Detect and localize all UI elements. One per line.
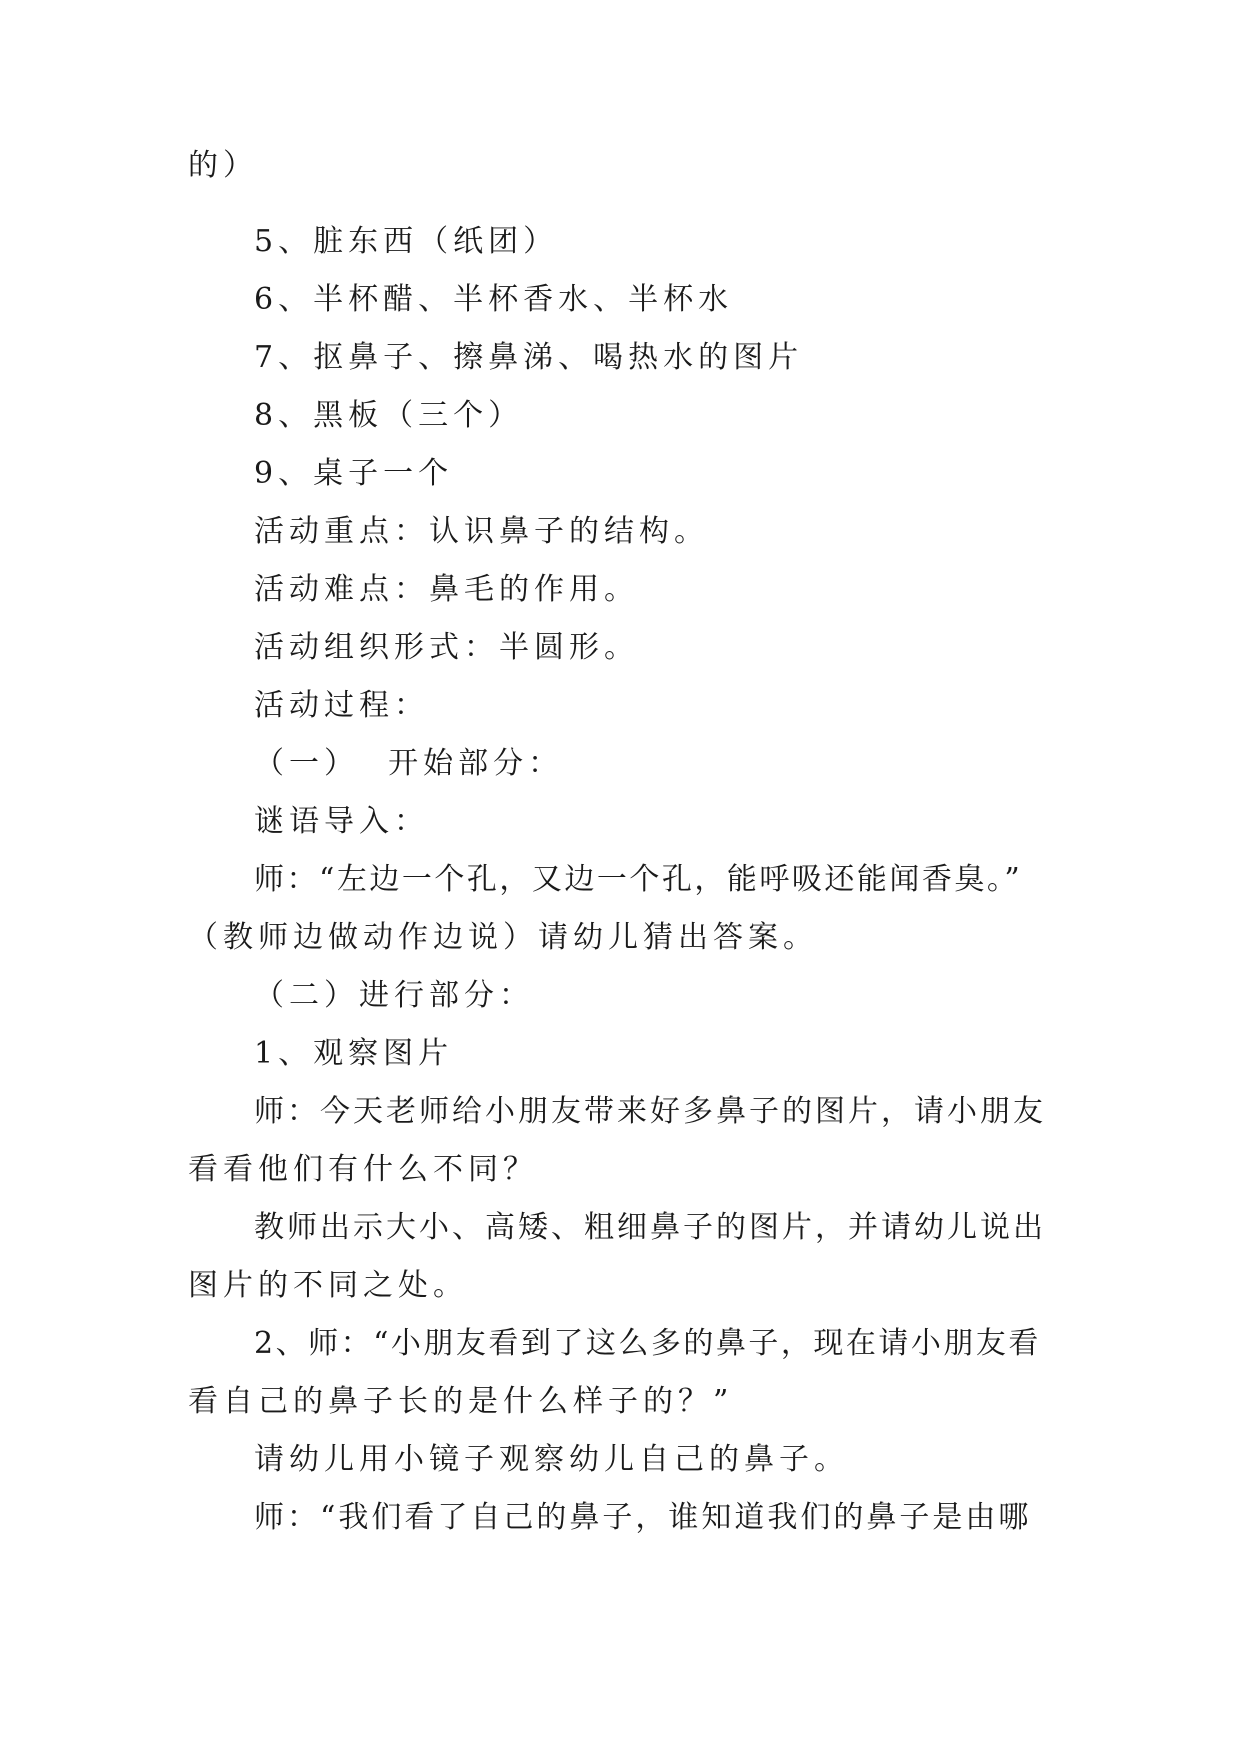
material-item-5: 5、脏东西（纸团） [254, 224, 559, 259]
teacher-riddle: 师：“左边一个孔，又边一个孔，能呼吸还能闻香臭。” [254, 862, 1023, 897]
text-line: 师：“我们看了自己的鼻子，谁知道我们的鼻子是由哪 [254, 1500, 1032, 1535]
activity-focus: 活动重点：认识鼻子的结构。 [254, 514, 709, 549]
text-line: 教师出示大小、高矮、粗细鼻子的图片，并请幼儿说出 [254, 1210, 1046, 1245]
material-item-6: 6、半杯醋、半杯香水、半杯水 [254, 282, 734, 317]
activity-difficulty: 活动难点：鼻毛的作用。 [254, 572, 639, 607]
text-line: 的） [188, 148, 258, 183]
step-2-text: 2、师：“小朋友看到了这么多的鼻子，现在请小朋友看 [254, 1326, 1041, 1361]
text-line: 请幼儿用小镜子观察幼儿自己的鼻子。 [254, 1442, 849, 1477]
section-heading-start: （一） 开始部分： [254, 746, 564, 781]
step-1-heading: 1、观察图片 [254, 1036, 454, 1071]
text-line: 看自己的鼻子长的是什么样子的？” [188, 1384, 734, 1419]
section-heading-progress: （二）进行部分： [254, 978, 534, 1013]
text-line: 看看他们有什么不同？ [188, 1152, 538, 1187]
activity-process-heading: 活动过程： [254, 688, 429, 723]
riddle-intro: 谜语导入： [254, 804, 429, 839]
text-line: 图片的不同之处。 [188, 1268, 468, 1303]
material-item-8: 8、黑板（三个） [254, 398, 524, 433]
text-line: 师：今天老师给小朋友带来好多鼻子的图片，请小朋友 [254, 1094, 1046, 1129]
material-item-9: 9、桌子一个 [254, 456, 454, 491]
activity-format: 活动组织形式：半圆形。 [254, 630, 639, 665]
text-line: （教师边做动作边说）请幼儿猜出答案。 [188, 920, 818, 955]
material-item-7: 7、抠鼻子、擦鼻涕、喝热水的图片 [254, 340, 804, 375]
